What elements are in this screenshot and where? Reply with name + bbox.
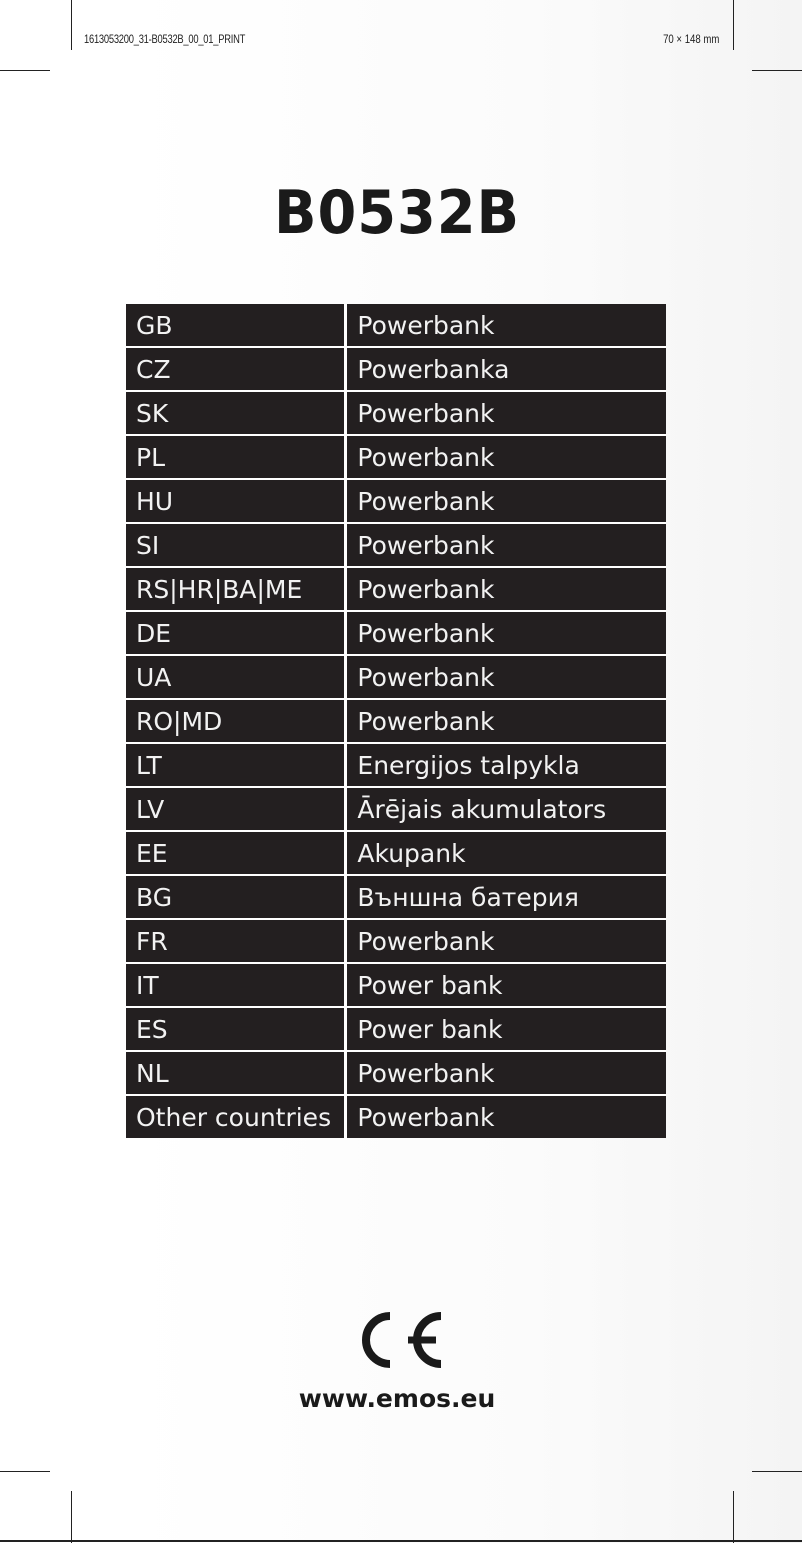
product-name-cell: Powerbank [347,612,666,656]
product-name-cell: Power bank [347,964,666,1008]
country-code-cell: ES [126,1008,347,1052]
crop-mark-top-left-horizontal [0,70,50,71]
country-code-cell: BG [126,876,347,920]
table-row [126,656,666,700]
product-name-cell: Powerbank [347,920,666,964]
country-code-cell: LV [126,788,347,832]
country-code-cell: DE [126,612,347,656]
ce-mark-icon [346,1308,446,1372]
country-code-cell: PL [126,436,347,480]
table-row [126,700,666,744]
table-row [126,568,666,612]
product-name-cell: Powerbank [347,304,666,348]
product-name-cell: Powerbank [347,392,666,436]
country-code-cell: HU [126,480,347,524]
table-row [126,832,666,876]
model-number-title: B0532B [274,178,520,248]
table-row [126,964,666,1008]
product-name-cell: Energijos talpykla [347,744,666,788]
country-code-cell: NL [126,1052,347,1096]
country-code-cell: LT [126,744,347,788]
country-code-cell: FR [126,920,347,964]
product-name-cell: Powerbank [347,1096,666,1138]
crop-mark-bottom-left-vertical [71,1491,72,1543]
product-name-cell: Powerbank [347,656,666,700]
country-code-cell: RS|HR|BA|ME [126,568,347,612]
product-name-cell: Powerbank [347,1052,666,1096]
table-row [126,920,666,964]
crop-mark-bottom-right-horizontal [752,1471,802,1472]
product-name-cell: Powerbank [347,524,666,568]
table-row [126,392,666,436]
crop-mark-top-left-vertical [71,0,72,50]
table-row [126,1052,666,1096]
table-row [126,436,666,480]
table-row [126,612,666,656]
product-name-cell: Powerbank [347,436,666,480]
table-row [126,1096,666,1138]
country-code-cell: IT [126,964,347,1008]
table-row [126,744,666,788]
crop-mark-top-right-vertical [733,0,734,50]
print-size-label: 70 × 148 mm [662,32,719,46]
product-name-cell: Powerbanka [347,348,666,392]
country-code-cell: UA [126,656,347,700]
country-code-cell: GB [126,304,347,348]
country-code-cell: SI [126,524,347,568]
country-code-cell: CZ [126,348,347,392]
product-name-cell: Power bank [347,1008,666,1052]
product-name-table [126,304,666,1138]
product-name-rows [126,304,666,1138]
crop-mark-bottom-left-horizontal [0,1471,50,1472]
product-name-cell: Powerbank [347,568,666,612]
print-job-id: 1613053200_31-B0532B_00_01_PRINT [84,32,246,46]
website-url: www.emos.eu [298,1384,496,1413]
table-row [126,788,666,832]
page-bottom-edge [0,1540,802,1542]
table-row [126,304,666,348]
crop-mark-top-right-horizontal [752,70,802,71]
product-name-cell: Akupank [347,832,666,876]
product-name-cell: Ārējais akumulators [347,788,666,832]
country-code-cell: EE [126,832,347,876]
table-row [126,1008,666,1052]
product-name-cell: Powerbank [347,700,666,744]
table-row [126,348,666,392]
table-row [126,524,666,568]
country-code-cell: SK [126,392,347,436]
country-code-cell: RO|MD [126,700,347,744]
table-row [126,480,666,524]
crop-mark-bottom-right-vertical [733,1491,734,1543]
product-name-cell: Външна батерия [347,876,666,920]
country-code-cell: Other countries [126,1096,347,1138]
product-name-cell: Powerbank [347,480,666,524]
table-row [126,876,666,920]
